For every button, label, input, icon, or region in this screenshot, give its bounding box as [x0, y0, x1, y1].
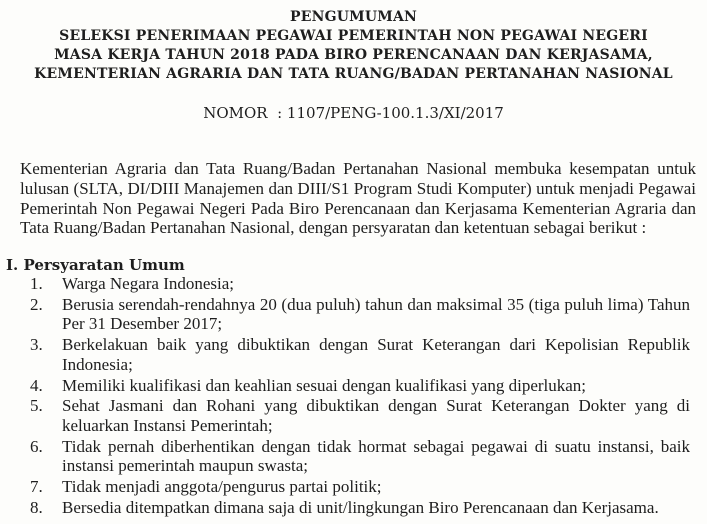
title-line-1: SELEKSI PENERIMAAN PEGAWAI PEMERINTAH NON PEGAWAI NEGERI: [59, 28, 648, 44]
list-item-number: 7.: [30, 477, 43, 497]
list-item-number: 1.: [30, 274, 43, 293]
list-item-number: 4.: [30, 375, 43, 395]
list-item: [30, 376, 690, 395]
list-item-number: 8.: [30, 497, 43, 517]
announcement-heading: PENGUMUMAN: [289, 9, 418, 25]
title-line-2: MASA KERJA TAHUN 2018 PADA BIRO PERENCANAAN DAN KERJASAMA,: [54, 47, 653, 63]
list-item-text: Tidak pernah diberhentikan dengan tidak hormat sebagai pegawai di suatu instansi, baik instansi pemerintah maupun swasta;: [62, 436, 690, 476]
list-item: [30, 295, 690, 334]
announcement-header: [0, 8, 707, 84]
requirements-list: [30, 274, 690, 519]
title-line-3: KEMENTERIAN AGRARIA DAN TATA RUANG/BADAN PERTANAHAN NASIONAL: [34, 66, 673, 82]
list-item-text: Bersedia ditempatkan dimana saja di unit/lingkungan Biro Perencanaan dan Kerjasama.: [62, 497, 659, 517]
list-item-number: 2.: [30, 294, 43, 314]
list-item-number: 6.: [30, 436, 43, 456]
list-item: [30, 274, 690, 293]
list-item-text: Warga Negara Indonesia;: [62, 274, 235, 293]
list-item: [30, 396, 690, 435]
list-item: [30, 477, 690, 496]
list-item-number: 5.: [30, 396, 43, 416]
intro-paragraph: Kementerian Agraria dan Tata Ruang/Badan Pertanahan Nasional membuka kesempatan untuk lulusan (SLTA, DI/DIII Manajemen dan DIII/S1 Program Studi Komputer) untuk menjadi Pegawai Pemerintah Non Pegawai Negeri Pada Biro Perencanaan dan Kerjasama Kementerian Agraria dan Tata Ruang/Badan Pertanahan Nasional, dengan persyaratan dan ketentuan sebagai berikut :: [20, 159, 696, 238]
list-item-text: Tidak menjadi anggota/pengurus partai politik;: [62, 477, 382, 497]
list-item: [30, 437, 690, 476]
list-item-text: Berkelakuan baik yang dibuktikan dengan Surat Keterangan dari Kepolisian Republik Indonesia;: [62, 335, 690, 374]
section-title: I. Persyaratan Umum: [6, 256, 185, 274]
list-item-text: Memiliki kualifikasi dan keahlian sesuai dengan kualifikasi yang diperlukan;: [62, 375, 587, 395]
list-item: [30, 498, 690, 517]
list-item-text: Berusia serendah-rendahnya 20 (dua puluh) tahun dan maksimal 35 (tiga puluh lima) Tahun Per 31 Desember 2017;: [62, 294, 690, 334]
document-number: NOMOR : 1107/PENG-100.1.3/XI/2017: [203, 104, 504, 122]
list-item: [30, 335, 690, 374]
list-item-number: 3.: [30, 335, 43, 355]
list-item-text: Sehat Jasmani dan Rohani yang dibuktikan dengan Surat Keterangan Dokter yang di keluarkan Instansi Pemerintah;: [62, 396, 690, 435]
